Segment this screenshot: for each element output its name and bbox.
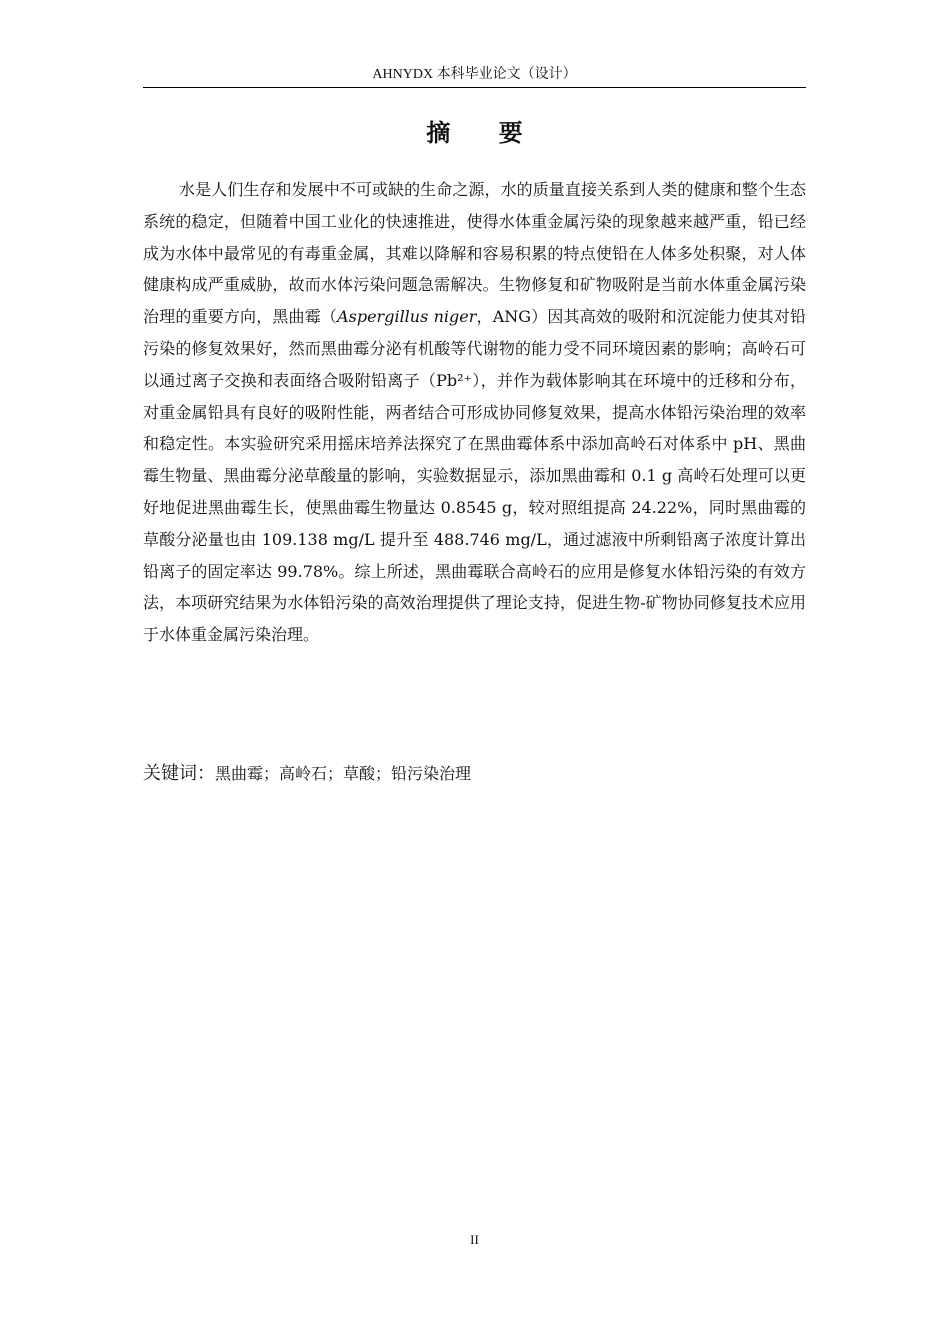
abstract-body-part1: 水是人们生存和发展中不可或缺的生命之源，水的质量直接关系到人类的健康和整个生态系统的稳定，但随着中国工业化的快速推进，使得水体重金属污染的现象越来越严重，铅已经成为水体中最常见的有毒重金属，其难以降解和容易积累的特点使铅在人体多处积聚，对人体健康构成严重威胁，故而水体污染问题急需解决。生物修复和矿物吸附是当前水体重金属污染治理的重要方向，黑曲霉（	[143, 180, 806, 327]
keywords-value: 黑曲霉；高岭石；草酸；铅污染治理	[215, 764, 472, 783]
page-number: II	[470, 1232, 479, 1247]
abstract-body	[143, 174, 806, 651]
keywords	[143, 759, 806, 789]
running-header: AHNYDX 本科毕业论文（设计）	[372, 67, 577, 82]
abstract-body-part2: ，ANG）因其高效的吸附和沉淀能力使其对铅污染的修复效果好，然而黑曲霉分泌有机酸等代谢物的能力受不同环境因素的影响；高岭石可以通过离子交换和表面络合吸附铅离子（Pb²⁺），并作为载体影响其在环境中的迁移和分布，对重金属铅具有良好的吸附性能，两者结合可形成协同修复效果，提高水体铅污染治理的效率和稳定性。本实验研究采用摇床培养法探究了在黑曲霉体系中添加高岭石对体系中 pH、黑曲霉生物量、黑曲霉分泌草酸量的影响，实验数据显示，添加黑曲霉和 0.1 g 高岭石处理可以更好地促进黑曲霉生长，使黑曲霉生物量达 0.8545 g，较对照组提高 24.22%，同时黑曲霉的草酸分泌量也由 109.138 mg/L 提升至 488.746 mg/L，通过滤液中所剩铅离子浓度计算出铅离子的固定率达 99.78%。综上所述，黑曲霉联合高岭石的应用是修复水体铅污染的有效方法，本项研究结果为水体铅污染的高效治理提供了理论支持，促进生物-矿物协同修复技术应用于水体重金属污染治理。	[143, 307, 806, 645]
header-rule	[143, 87, 806, 88]
keywords-label: 关键词：	[143, 763, 215, 784]
abstract-title: 摘 要	[426, 119, 543, 147]
species-name: Aspergillus niger	[337, 307, 477, 327]
